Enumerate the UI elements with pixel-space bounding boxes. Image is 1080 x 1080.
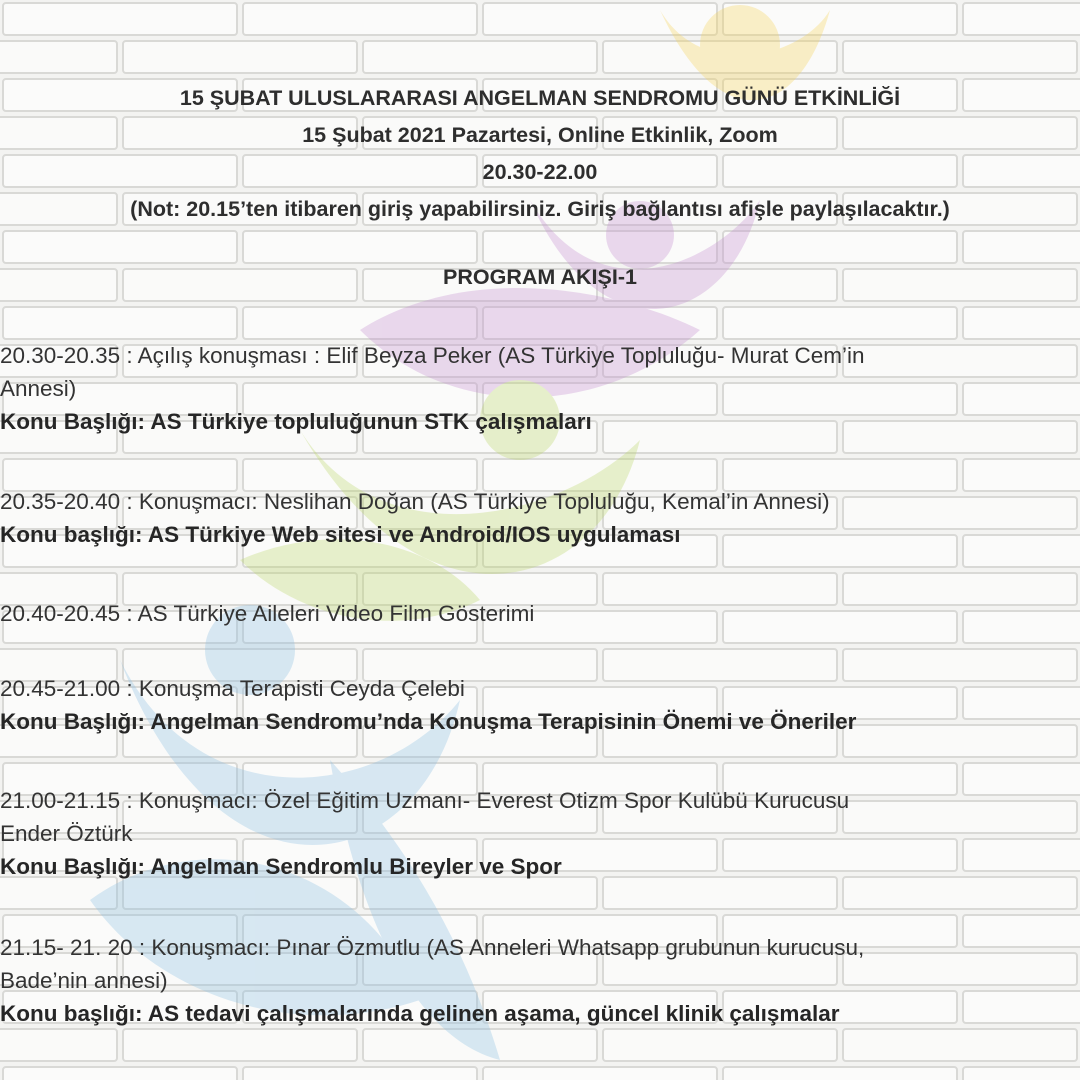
event-date-line: 15 Şubat 2021 Pazartesi, Online Etkinlik, Zoom <box>302 123 778 147</box>
program-item-line: 20.40-20.45 : AS Türkiye Aileleri Video Film Gösterimi <box>0 601 535 626</box>
program-item-line: 20.45-21.00 : Konuşma Terapisti Ceyda Çelebi <box>0 676 465 701</box>
event-time: 20.30-22.00 <box>482 160 598 184</box>
program-title: PROGRAM AKIŞI-1 <box>443 265 637 289</box>
program-item-topic: Konu Başlığı: Angelman Sendromlu Bireyler ve Spor <box>0 854 562 879</box>
program-item-topic: Konu başlığı: AS tedavi çalışmalarında gelinen aşama, güncel klinik çalışmalar <box>0 1001 840 1026</box>
program-item-topic: Konu Başlığı: Angelman Sendromu’nda Konuşma Terapisinin Önemi ve Öneriler <box>0 709 857 734</box>
program-item-topic: Konu Başlığı: AS Türkiye topluluğunun STK çalışmaları <box>0 409 592 434</box>
program-item <box>0 672 1075 738</box>
program-item <box>0 339 1075 438</box>
program-item <box>0 931 1075 1030</box>
event-header <box>0 80 1080 228</box>
event-title: 15 ŞUBAT ULUSLARARASI ANGELMAN SENDROMU GÜNÜ ETKİNLİĞİ <box>179 86 901 110</box>
program-item <box>0 485 1075 551</box>
program-item-topic: Konu başlığı: AS Türkiye Web sitesi ve Android/IOS uygulaması <box>0 522 681 547</box>
program-item-line: 20.35-20.40 : Konuşmacı: Neslihan Doğan (AS Türkiye Topluluğu, Kemal’in Annesi) <box>0 489 830 514</box>
program-item <box>0 597 1075 630</box>
program-item-line: Annesi) <box>0 376 77 401</box>
program-item-line: Bade’nin annesi) <box>0 968 168 993</box>
program-item-line: Ender Öztürk <box>0 821 133 846</box>
program-item <box>0 784 1075 883</box>
program-item-line: 20.30-20.35 : Açılış konuşması : Elif Beyza Peker (AS Türkiye Topluluğu- Murat Cem’in <box>0 343 865 368</box>
event-note: (Not: 20.15’ten itibaren giriş yapabilirsiniz. Giriş bağlantısı afişle paylaşılacaktır.) <box>130 197 950 221</box>
program-item-line: 21.00-21.15 : Konuşmacı: Özel Eğitim Uzmanı- Everest Otizm Spor Kulübü Kurucusu <box>0 788 850 813</box>
program-item-line: 21.15- 21. 20 : Konuşmacı: Pınar Özmutlu (AS Anneleri Whatsapp grubunun kurucusu, <box>0 935 865 960</box>
